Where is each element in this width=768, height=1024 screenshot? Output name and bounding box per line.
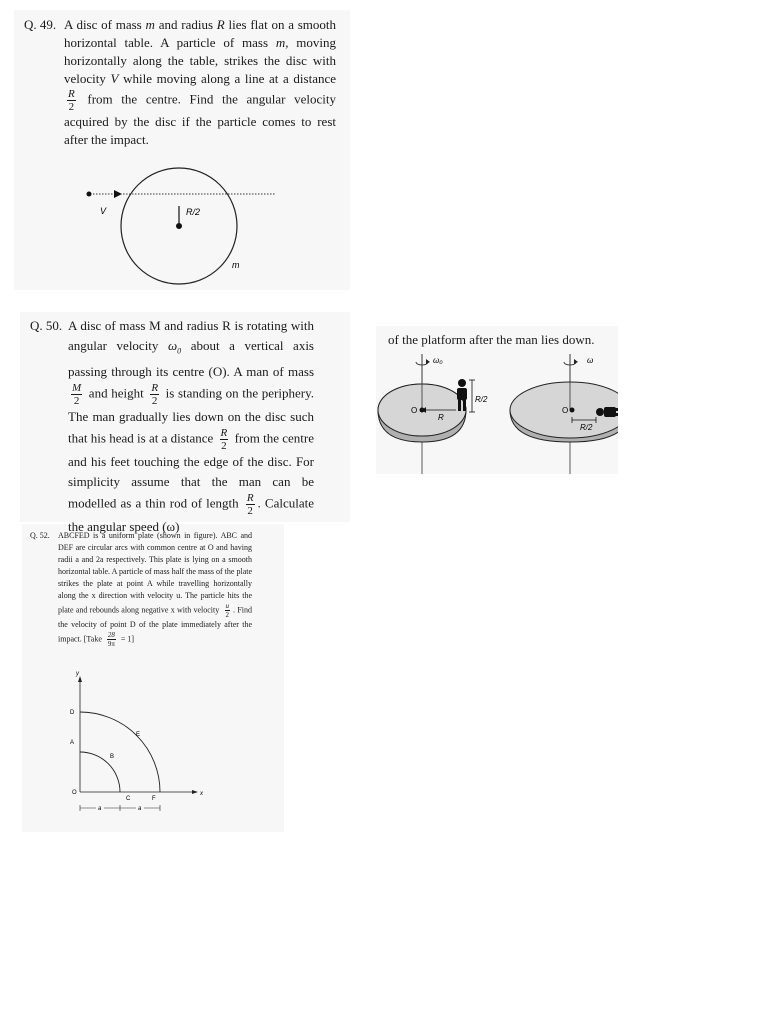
- q49-text: after the impact.: [64, 132, 149, 147]
- q49-var-V: V: [110, 71, 119, 86]
- q50-text: about a vertical axis passing: [68, 338, 314, 379]
- q50-text: . Calculate the angular speed (ω): [68, 495, 315, 534]
- q50-text: feet touching the edge of the disc. For simplicity: [68, 453, 314, 489]
- fraction-denominator: 2: [68, 101, 75, 113]
- q52-text: plate immediately after the impact. [Take: [58, 620, 253, 644]
- q52-text: This plate is lying on a smooth horizontal table. A: [58, 555, 252, 576]
- label-omega0: ω₀: [433, 356, 443, 365]
- label-x: x: [200, 791, 203, 797]
- question-50: [30, 316, 314, 537]
- q50-text: A disc of mass M and radius R is rotating with: [68, 318, 314, 333]
- q50-text: from the centre and his: [68, 430, 315, 469]
- label-d: D: [70, 710, 75, 716]
- fraction-denominator: 9π: [107, 640, 115, 648]
- q52-figure: [60, 668, 210, 818]
- label-r2: R/2: [186, 207, 201, 217]
- q49-text: velocity: [64, 71, 106, 86]
- question-number: Q. 50.: [30, 318, 63, 333]
- q49-text: and radius: [158, 17, 214, 32]
- q50-text: angular velocity: [68, 338, 159, 353]
- centre-dot: [570, 408, 575, 413]
- q50-text: and height: [88, 385, 144, 401]
- q49-figure: [70, 160, 290, 290]
- arrowhead-icon: [426, 359, 430, 364]
- fraction-denominator: 2: [221, 439, 227, 452]
- omega-symbol: ω: [167, 338, 178, 353]
- q50-text: rod of length: [169, 495, 239, 511]
- label-r2: R/2: [475, 395, 488, 404]
- q49-text: acquired by the disc if the particle comes to rest: [64, 114, 336, 129]
- q52-text: ABC and DEF are circular arcs with common: [58, 531, 253, 552]
- fraction: [71, 382, 82, 407]
- fraction-numerator: R: [68, 88, 75, 100]
- fraction-numerator: R: [246, 491, 254, 504]
- question-number: Q. 52.: [30, 531, 50, 540]
- fraction: [225, 602, 231, 619]
- fraction-numerator: 28: [107, 631, 115, 639]
- q52-text: = 1]: [120, 634, 135, 644]
- q49-text: horizontally along the table, strikes the disc with: [64, 53, 336, 68]
- q50-continuation: of the platform after the man lies down.: [388, 332, 595, 347]
- q50-text: head is at a distance: [109, 430, 214, 446]
- q52-text: . Find the velocity of point D of the: [58, 605, 252, 629]
- fraction-denominator: 2: [151, 394, 158, 407]
- fraction-numerator: u: [225, 602, 230, 610]
- fraction: [150, 382, 159, 407]
- q50-text: through its centre (O). A man of mass: [111, 363, 315, 379]
- fraction: [107, 631, 116, 648]
- label-b: B: [110, 754, 115, 760]
- label-r2: R/2: [580, 423, 593, 432]
- question-body: [68, 316, 314, 537]
- q52-text: hits the plate and rebounds along negative x with: [58, 591, 252, 615]
- fraction-denominator: 2: [73, 394, 80, 407]
- q52-text: particle of mass half the mass of the plate strikes: [58, 567, 253, 588]
- particle-dot: [87, 192, 92, 197]
- fraction: [67, 88, 76, 113]
- fraction: [220, 427, 229, 452]
- q52-text: along the x direction with velocity u. The particle: [58, 591, 225, 600]
- fraction-denominator: 2: [225, 611, 230, 619]
- question-number: Q. 49.: [24, 17, 57, 32]
- label-a2: a: [138, 806, 142, 812]
- q50-text: assume that the man can be modelled as a thin: [68, 473, 314, 511]
- q50-text: is standing on the periphery. The: [68, 385, 314, 424]
- label-a1: a: [98, 806, 102, 812]
- q50-figure: [376, 350, 618, 474]
- label-o: O: [562, 406, 569, 415]
- omega-subscript: 0: [177, 346, 182, 356]
- q49-text: , moving: [285, 35, 336, 50]
- question-52: [30, 530, 252, 648]
- question-49: [24, 16, 336, 149]
- label-v: V: [100, 206, 107, 216]
- question-body: [64, 16, 336, 149]
- q49-var-R: R: [216, 17, 225, 32]
- fraction-numerator: M: [72, 381, 82, 394]
- fraction-numerator: R: [220, 426, 228, 439]
- q52-text: the plate at point A while travelling horizontally: [83, 579, 252, 588]
- q52-text: velocity: [193, 605, 220, 615]
- label-o: O: [411, 406, 418, 415]
- omega0-symbol: [167, 338, 182, 356]
- label-f: F: [152, 796, 156, 802]
- label-y: y: [76, 671, 79, 677]
- x-arrow-icon: [192, 790, 198, 794]
- q49-text: A disc of mass: [64, 17, 142, 32]
- label-o: O: [72, 790, 77, 796]
- q50-text: man gradually lies down on the disc such that his: [68, 408, 314, 446]
- label-c: C: [126, 796, 131, 802]
- q52-text: ABCFED is a uniform plate (shown in figure).: [58, 531, 218, 540]
- fraction: [246, 492, 255, 517]
- q49-text: while moving along a line at a distance: [123, 71, 337, 86]
- lying-man-icon: [596, 407, 618, 417]
- arc-def: [80, 712, 160, 792]
- q49-var-m: m: [145, 17, 155, 32]
- velocity-arrow-icon: [114, 190, 122, 198]
- question-body: [58, 530, 252, 648]
- q49-text: horizontal table. A particle of mass: [64, 35, 269, 50]
- centre-dot: [176, 223, 182, 229]
- label-m: m: [232, 260, 240, 270]
- fraction-numerator: R: [151, 381, 159, 394]
- fraction-denominator: 2: [247, 504, 253, 517]
- label-e: E: [136, 732, 141, 738]
- label-a: A: [70, 740, 75, 746]
- label-omega: ω: [587, 356, 594, 365]
- label-r: R: [438, 413, 444, 422]
- q49-text: lies flat on a smooth: [228, 17, 337, 32]
- q49-text: from the centre. Find the angular velocity: [87, 91, 337, 107]
- arrowhead-icon: [574, 359, 578, 364]
- q49-var-m: m: [275, 35, 286, 50]
- q52-text: centre at O and having radii a and 2a respectively.: [58, 543, 253, 564]
